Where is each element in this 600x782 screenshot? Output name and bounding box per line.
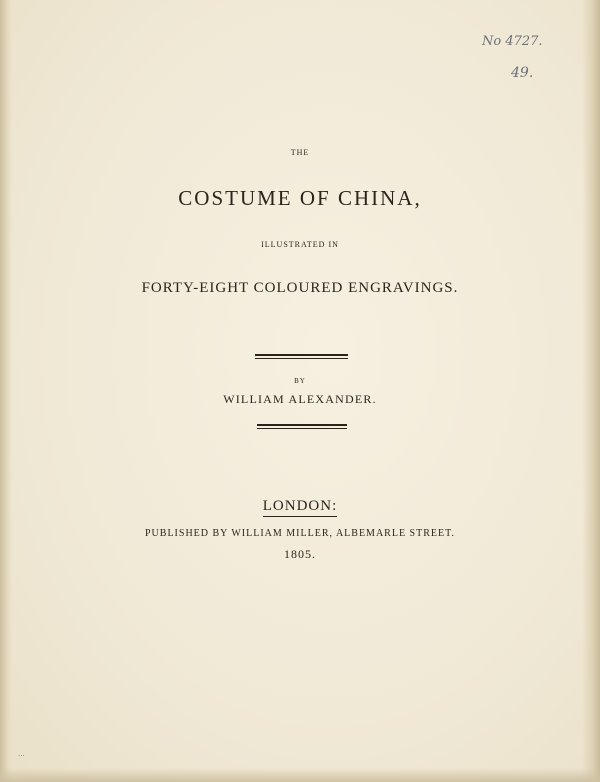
imprint-year: 1805. — [284, 547, 316, 561]
author-name: WILLIAM ALEXANDER. — [223, 392, 377, 406]
illustrated-in-line: ILLUSTRATED IN — [261, 240, 339, 249]
double-rule-bottom — [257, 424, 347, 428]
imprint-city — [0, 498, 600, 517]
page-bottom-edge — [0, 768, 600, 782]
binding-edge — [0, 0, 12, 782]
title-article: THE — [290, 148, 310, 157]
handwritten-secondary-number: 49. — [511, 65, 534, 81]
book-subtitle: FORTY-EIGHT COLOURED ENGRAVINGS. — [141, 280, 459, 296]
handwritten-catalogue-number: No 4727. — [482, 34, 543, 49]
imprint-city-text: LONDON: — [263, 498, 338, 517]
page-edge — [582, 0, 600, 782]
double-rule-top — [255, 354, 348, 358]
imprint-publisher: PUBLISHED BY WILLIAM MILLER, ALBEMARLE STREET. — [145, 528, 455, 539]
book-title: COSTUME OF CHINA, — [178, 186, 422, 210]
handwritten-bottom-mark: ... — [18, 750, 25, 758]
by-line: BY — [294, 377, 306, 385]
